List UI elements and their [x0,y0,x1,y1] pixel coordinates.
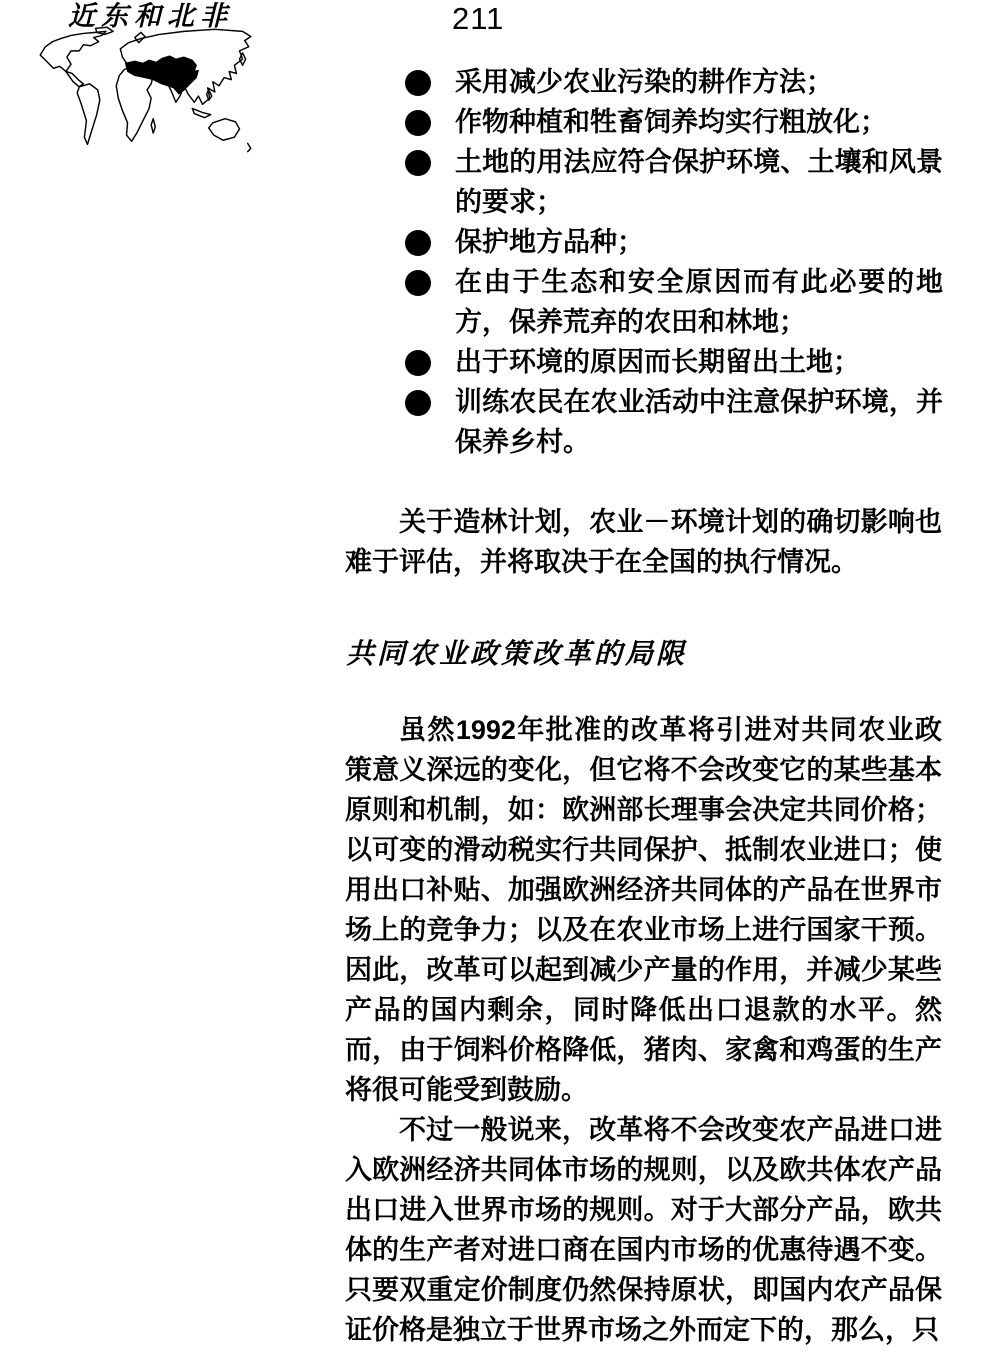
bullet-icon [405,350,431,376]
list-item [405,382,943,462]
north-america-outline [40,27,113,87]
paragraph-trade-rules: 不过一般说来，改革将不会改变农产品进口进入欧洲经济共同体市场的规则，以及欧共体农产品出口进入世界市场的规则。对于大部分产品，欧共体的生产者对进口商在国内市场的优惠待遇不变。只要双重定价制度仍然保持原状，即国内农产品保证价格是独立于世界市场之外而定下的，那么，只 [345,1115,942,1345]
bullet-icon [405,110,431,136]
list-item [405,262,943,342]
australia-outline [209,119,251,152]
region-title: 近东和北非 [68,1,233,32]
list-item-text: 作物种植和牲畜饲养均实行粗放化； [455,107,887,137]
south-america-outline [77,84,100,145]
list-item-text: 出于环境的原因而长期留出土地； [455,347,860,377]
section-heading: 共同农业政策改革的局限 [346,637,688,670]
list-item-text: 在由于生态和安全原因而有此必要的地方，保养荒弃的农田和林地； [455,267,943,337]
bullet-icon [405,70,431,96]
body-text [345,710,942,1350]
list-item-text: 采用减少农业污染的耕作方法； [455,67,833,97]
list-item-text: 土地的用法应符合保护环境、土壤和风景的要求； [455,147,943,217]
list-item [405,102,943,142]
list-item [405,222,943,262]
bullet-list [405,62,943,462]
bullet-icon [405,150,431,176]
paragraph-afforestation: 关于造林计划，农业－环境计划的确切影响也难于评估，并将取决于在全国的执行情况。 [345,507,942,577]
list-item-text: 训练农民在农业活动中注意保护环境，并保养乡村。 [455,387,943,457]
list-item [405,342,943,382]
bullet-icon [405,270,431,296]
list-item [405,142,943,222]
bullet-icon [405,230,431,256]
bullet-icon [405,390,431,416]
paragraph-cap-reform: 虽然1992年批准的改革将引进对共同农业政策意义深远的变化，但它将不会改变它的某些基本原则和机制，如：欧洲部长理事会决定共同价格；以可变的滑动税实行共同保护、抵制农业进口；使用出口补贴、加强欧洲经济共同体的产品在世界市场上的竞争力；以及在农业市场上进行国家干预。因此，改革可以起到减少产量的作用，并减少某些产品的国内剩余，同时降低出口退款的水平。然而，由于饲料价格降低，猪肉、家禽和鸡蛋的生产将很可能受到鼓励。 [345,715,942,1105]
list-item-text: 保护地方品种； [455,227,644,257]
list-item [405,62,943,102]
world-map-icon [32,24,258,162]
page-number: 211 [452,1,505,36]
near-east-north-africa-highlight [125,56,198,94]
